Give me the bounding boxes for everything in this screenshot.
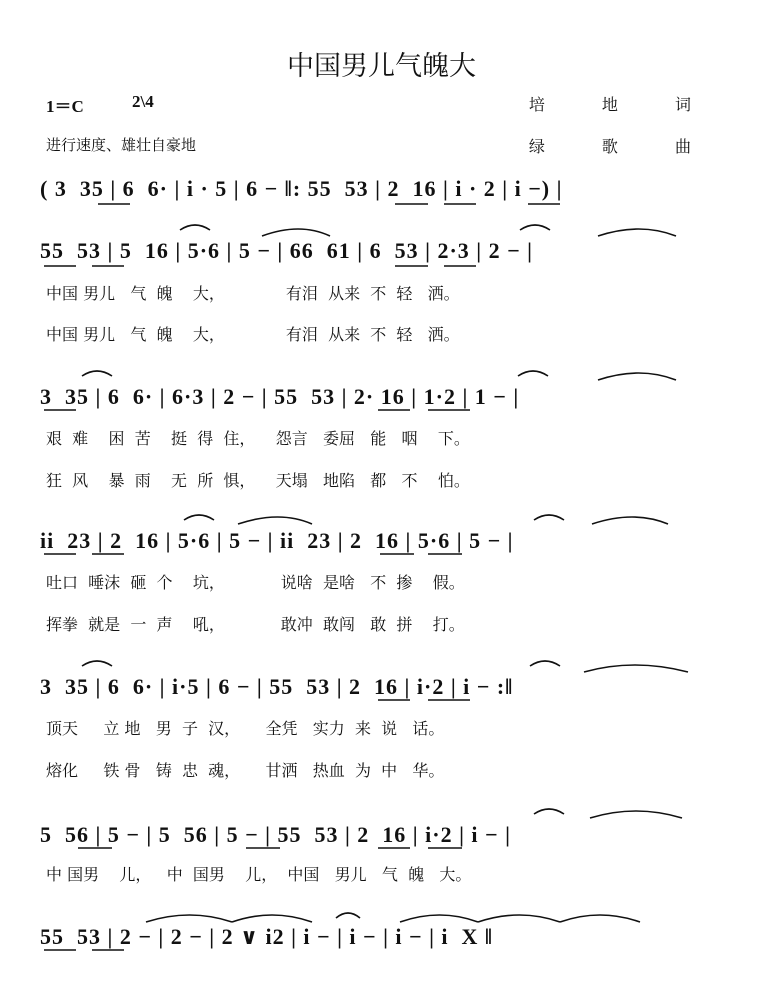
key-signature: 1＝C — [46, 97, 84, 116]
staff-notes: 55 53 | 5 16 | 5·6 | 5 − | 66 61 | 6 53 | 2·3 | 2 − | — [40, 238, 534, 263]
staff-notes: 5 56 | 5 − | 5 56 | 5 − | 55 53 | 2 16 | i·2 | i − | — [40, 822, 511, 847]
lyric-line: 中国 男儿 气 魄 大， 有泪 从来 不 轻 洒。 — [46, 284, 460, 303]
lyric-line: 狂 风 暴 雨 无 所 惧， 天塌 地陷 都 不 怕。 — [46, 471, 470, 490]
staff-notes: 3 35 | 6 6· | i·5 | 6 − | 55 53 | 2 16 | i·2 | i − :‖ — [40, 674, 514, 699]
lyric-line: 挥拳 就是 一 声 吼， 敢冲 敢闯 敢 拼 打。 — [46, 615, 465, 634]
staff-5 — [40, 816, 730, 850]
staff-intro — [40, 170, 730, 204]
lyric-line: 熔化 铁 骨 铸 忠 魂， 甘洒 热血 为 中 华。 — [46, 761, 445, 780]
lyric-line: 吐口 唾沫 砸 个 坑， 说啥 是啥 不 掺 假。 — [46, 573, 465, 592]
staff-notes: ii 23 | 2 16 | 5·6 | 5 − | ii 23 | 2 16 | 5·6 | 5 − | — [40, 528, 514, 553]
staff-notes: 55 53 | 2 − | 2 − | 2 ∨ i2 | i − | i − | i − | i X ‖ — [40, 924, 494, 949]
composer-credit: 绿 歌 曲 — [528, 137, 717, 156]
lyric-line: 艰 难 困 苦 挺 得 住， 怨言 委屈 能 咽 下。 — [46, 429, 470, 448]
staff-notes: 3 35 | 6 6· | 6·3 | 2 − | 55 53 | 2· 16 | 1·2 | 1 − | — [40, 384, 520, 409]
lyricist-credit: 培 地 词 — [528, 95, 717, 114]
staff-notes: ( 3 35 | 6 6· | i · 5 | 6 − ‖: 55 53 | 2 16 | i · 2 | i −) | — [40, 176, 563, 201]
staff-6 — [40, 918, 730, 952]
song-title: 中国男儿气魄大 — [287, 51, 476, 82]
staff-1 — [40, 232, 730, 266]
staff-2 — [40, 378, 730, 412]
lyric-line: 顶天 立 地 男 子 汉， 全凭 实力 来 说 话。 — [46, 719, 445, 738]
time-signature: 2\4 — [132, 92, 154, 111]
lyric-line: 中国 男儿 气 魄 大， 有泪 从来 不 轻 洒。 — [46, 325, 460, 344]
tempo-marking: 进行速度、雄壮自豪地 — [46, 136, 197, 154]
staff-4 — [40, 668, 730, 702]
lyric-line: 中 国男 儿， 中 国男 儿， 中国 男儿 气 魄 大。 — [46, 865, 472, 884]
staff-3 — [40, 522, 730, 556]
